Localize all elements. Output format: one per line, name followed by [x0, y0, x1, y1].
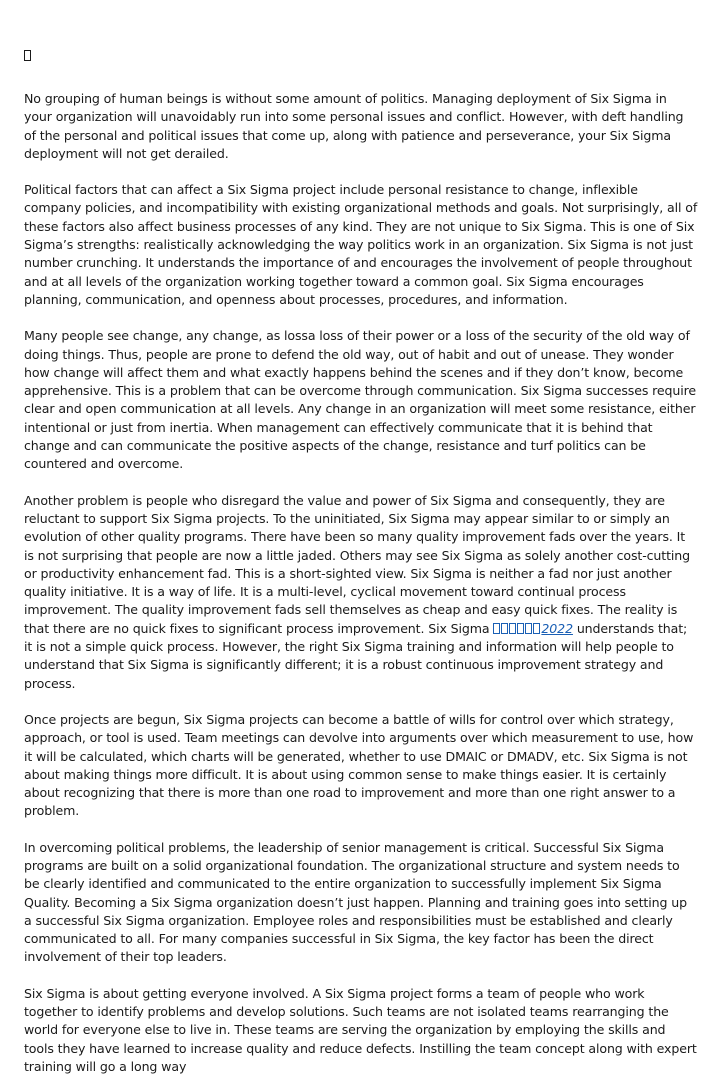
- paragraph-4-text-before: Another problem is people who disregard the value and power of Six Sigma and consequently, they are reluctant to support Six Sigma projects. To the uninitiated, Six Sigma may appear similar to or simply an evolution of other quality programs. There have been so many quality improvement fads over the years. It is not surprising that people are now a little jaded. Others may see Six Sigma as solely another cost-cutting or productivity enhancement fad. This is a short-sighted view. Six Sigma is neither a fad nor just another quality initiative. It is a way of life. It is a multi-level, cyclical movement toward continual process improvement. The quality improvement fads sell themselves as cheap and easy quick fixes. The reality is that there are no quick fixes to significant process improvement. Six Sigma: [24, 492, 691, 636]
- inline-link[interactable]: [493, 621, 573, 636]
- paragraph-3: Many people see change, any change, as lossa loss of their power or a loss of the security of the old way of doing things. Thus, people are prone to defend the old way, out of habit and out of unease. They wonder how change will affect them and what exactly happens behind the scenes and if they don’t know, become apprehensive. This is a problem that can be overcome through communication. Six Sigma successes require clear and open communication at all levels. Any change in an organization will meet some resistance, either intentional or just from inertia. When management can effectively communicate that it is behind that change and can communicate the positive aspects of the change, resistance and turf politics can be countered and overcome.: [24, 328, 697, 472]
- paragraph-7: Six Sigma is about getting everyone involved. A Six Sigma project forms a team of people who work together to identify problems and develop solutions. Such teams are not isolated teams rearranging the world for everyone else to live in. These teams are serving the organization by employing the skills and tools they have learned to increase quality and reduce defects. Instilling the team concept along with expert training will go a long way: [24, 985, 697, 1074]
- missing-glyph-line: [24, 40, 698, 72]
- paragraph-2: Political factors that can affect a Six Sigma project include personal resistance to change, inflexible company policies, and incompatibility with existing organizational methods and goals. Not surprisingly, all of these factors also affect business processes of any kind. They are not unique to Six Sigma. This is one of Six Sigma’s strengths: realistically acknowledging the way politics work in an organization. Six Sigma is not just number crunching. It understands the importance of and encourages the involvement of people throughout and at all levels of the organization working together toward a common goal. Six Sigma encourages planning, communication, and openness about processes, procedures, and information.: [24, 182, 698, 307]
- paragraph-6: In overcoming political problems, the leadership of senior management is critical. Successful Six Sigma programs are built on a solid organizational foundation. The organizational structure and system needs to be clearly identified and communicated to the entire organization to successfully implement Six Sigma Quality. Becoming a Six Sigma organization doesn’t just happen. Planning and training goes into setting up a successful Six Sigma organization. Employee roles and responsibilities must be established and clearly communicated to all. For many companies successful in Six Sigma, the key factor has been the direct involvement of their top leaders.: [24, 839, 687, 965]
- missing-glyphs-icon: [493, 621, 541, 636]
- paragraph-4-text-after: understands that; it is not a simple quick process. However, the right Six Sigma training and information will help people to understand that Six Sigma is significantly different; it is a robust continuous improvement strategy and process.: [24, 620, 688, 691]
- missing-glyph-icon: [24, 50, 31, 61]
- paragraph-1: No grouping of human beings is without some amount of politics. Managing deployment of Six Sigma in your organization will unavoidably run into some personal issues and conflict. However, with deft handling of the personal and political issues that come up, along with patience and perseverance, your Six Sigma deployment will not get derailed.: [24, 91, 684, 161]
- inline-link-year: 2022: [541, 620, 573, 636]
- paragraph-5: Once projects are begun, Six Sigma projects can become a battle of wills for control over which strategy, approach, or tool is used. Team meetings can devolve into arguments over which measurement to use, how it will be calculated, which charts will be generated, whether to use DMAIC or DMADV, etc. Six Sigma is not about making things more difficult. It is about using common sense to make things easier. It is certainly about recognizing that there is more than one road to improvement and more than one right answer to a problem.: [24, 711, 694, 819]
- paragraph-4: [24, 492, 698, 693]
